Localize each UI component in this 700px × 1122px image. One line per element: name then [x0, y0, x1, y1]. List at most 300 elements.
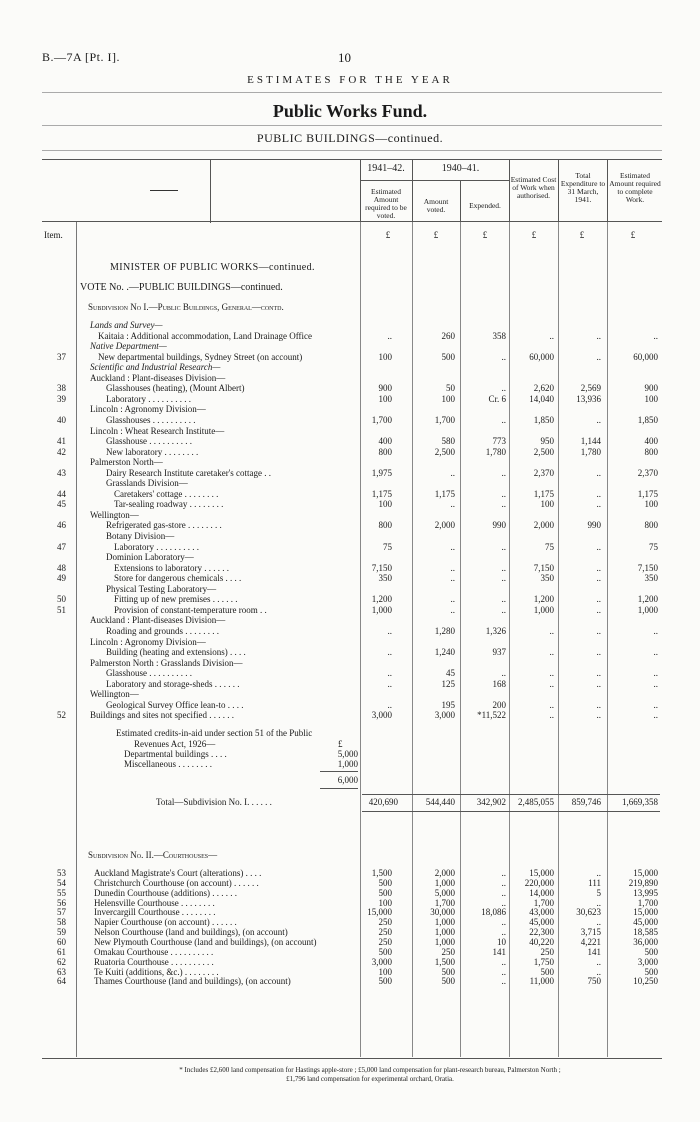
table-row	[0, 404, 700, 415]
row-label: Dunedin Courthouse (additions) . . . . . .	[94, 887, 237, 898]
cell-value: ..	[596, 699, 601, 710]
cell-value: ..	[596, 541, 601, 552]
row-label: Scientific and Industrial Research—	[90, 362, 221, 373]
row-label: Fitting up of new premises . . . . . .	[114, 594, 238, 605]
cell-value: 500	[378, 877, 392, 888]
cell-value: ..	[596, 594, 601, 605]
total-value: 342,902	[476, 797, 506, 807]
cell-value: 100	[378, 966, 392, 977]
item-number: 61	[57, 946, 66, 957]
row-label: Lincoln : Agronomy Division—	[90, 404, 206, 415]
cell-value: ..	[501, 868, 506, 878]
cell-value: ..	[549, 668, 554, 679]
cell-value: ..	[501, 414, 506, 425]
item-number: 64	[57, 976, 66, 987]
table-row	[0, 615, 700, 626]
cell-value: 1,780	[485, 446, 506, 457]
item-number: 40	[57, 414, 66, 425]
cell-value: 250	[378, 936, 392, 947]
table-row	[0, 584, 700, 595]
cell-value: 100	[378, 393, 392, 404]
fund-title: Public Works Fund.	[272, 101, 428, 121]
cell-value: 100	[540, 499, 554, 510]
pound-sign: £	[385, 230, 391, 240]
cell-value: 800	[378, 520, 392, 531]
cell-value: 1,500	[434, 956, 455, 967]
cell-value: 15,000	[633, 907, 658, 918]
cell-value: 937	[492, 647, 506, 658]
cell-value: 358	[492, 330, 506, 341]
row-label: Napier Courthouse (on account) . . . . . .	[94, 917, 237, 928]
cell-value: ..	[653, 699, 658, 710]
item-number: 49	[57, 573, 66, 584]
cell-value: 75	[649, 541, 658, 552]
row-label: Wellington—	[90, 689, 139, 700]
estimates-heading: ESTIMATES FOR THE YEAR	[247, 74, 453, 86]
cell-value: 1,700	[371, 414, 392, 425]
item-number: 52	[57, 710, 66, 721]
cell-value: 100	[441, 393, 455, 404]
cell-value: ..	[549, 647, 554, 658]
cell-value: 60,000	[529, 351, 554, 362]
cell-value: 219,890	[628, 877, 658, 888]
cell-value: 2,000	[533, 520, 554, 531]
cell-value: ..	[450, 467, 455, 478]
cell-value: ..	[596, 330, 601, 341]
cell-value: 13,936	[576, 393, 601, 404]
row-label: Lincoln : Agronomy Division—	[90, 636, 206, 647]
cell-value: 111	[588, 877, 601, 888]
cell-value: 350	[644, 573, 658, 584]
cell-value: ..	[596, 573, 601, 584]
cell-value: ..	[596, 562, 601, 573]
cell-value: 75	[545, 541, 554, 552]
total-rule	[362, 794, 660, 795]
row-label: Dominion Laboratory—	[106, 552, 194, 563]
cell-value: ..	[549, 625, 554, 636]
table-row	[0, 573, 700, 584]
cell-value: 950	[540, 436, 554, 447]
cell-value: 773	[492, 436, 506, 447]
cell-value: 14,000	[529, 887, 554, 898]
row-label: Glasshouses . . . . . . . . . .	[106, 414, 196, 425]
col-est-complete: Estimated Amount required to complete Work.	[609, 171, 661, 204]
table-row	[0, 594, 700, 605]
cell-value: 43,000	[529, 907, 554, 918]
item-number: 48	[57, 562, 66, 573]
cell-value: 1,850	[533, 414, 554, 425]
cell-value: 200	[492, 699, 506, 710]
row-label: Auckland : Plant-diseases Division—	[90, 615, 226, 626]
cell-value: 60,000	[633, 351, 658, 362]
cell-value: 2,500	[533, 446, 554, 457]
row-label: Native Department—	[90, 341, 167, 352]
cell-value: 750	[587, 976, 601, 987]
table-bottom-rule	[42, 1058, 662, 1059]
cell-value: 400	[378, 436, 392, 447]
cell-value: 1,280	[434, 625, 455, 636]
cell-value: 1,175	[434, 488, 455, 499]
cell-value: 500	[378, 887, 392, 898]
document-reference: B.—7A [Pt. I].	[42, 50, 121, 64]
table-row	[0, 658, 700, 669]
pound-sign: £	[433, 230, 439, 240]
cell-value: 45	[446, 668, 455, 679]
cell-value: 141	[492, 946, 506, 957]
col-est-required: Estimated Amount required to be voted.	[365, 187, 407, 220]
cell-value: 195	[441, 699, 455, 710]
cell-value: ..	[596, 956, 601, 967]
cell-value: 1,750	[533, 956, 554, 967]
row-label: Palmerston North—	[90, 457, 163, 468]
cell-value: 250	[540, 946, 554, 957]
cell-value: ..	[653, 330, 658, 341]
credits-departmental-value: 5,000	[337, 749, 358, 759]
row-label: Buildings and sites not specified . . . . . .	[90, 710, 234, 721]
cell-value: 990	[587, 520, 601, 531]
row-label: Store for dangerous chemicals . . . .	[114, 573, 242, 584]
row-label: Lands and Survey—	[90, 320, 163, 330]
table-row	[0, 605, 700, 616]
table-row	[0, 478, 700, 489]
row-label: New departmental buildings, Sydney Street (on account)	[98, 351, 303, 362]
table-row	[0, 563, 700, 574]
cell-value: ..	[501, 351, 506, 362]
item-number: 62	[57, 956, 66, 967]
cell-value: ..	[596, 897, 601, 908]
cell-value: ..	[387, 330, 392, 341]
table-row	[0, 320, 700, 331]
table-row	[0, 468, 700, 479]
item-number: 44	[57, 488, 66, 499]
total-value: 1,669,358	[622, 797, 658, 807]
cell-value: 15,000	[529, 868, 554, 878]
row-label: Roading and grounds . . . . . . . .	[106, 625, 219, 636]
col-est-cost: Estimated Cost of Work when authorised.	[510, 175, 557, 200]
cell-value: 4,221	[580, 936, 601, 947]
cell-value: 500	[644, 966, 658, 977]
table-row	[0, 341, 700, 352]
credits-misc-label: Miscellaneous . . . . . . . .	[124, 759, 212, 769]
item-number: 39	[57, 393, 66, 404]
table-row	[0, 700, 700, 711]
cell-value: 3,715	[580, 927, 601, 938]
cell-value: 250	[378, 917, 392, 928]
total-rule	[362, 811, 660, 812]
row-label: Laboratory . . . . . . . . . .	[106, 393, 191, 404]
row-label: Auckland : Plant-diseases Division—	[90, 372, 226, 383]
cell-value: ..	[450, 594, 455, 605]
row-label: Physical Testing Laboratory—	[106, 583, 217, 594]
row-label: Tar-sealing roadway . . . . . . . .	[114, 499, 224, 510]
cell-value: 45,000	[529, 917, 554, 928]
cell-value: 500	[644, 946, 658, 957]
item-number: 58	[57, 917, 66, 928]
year-1941-42: 1941–42.	[367, 163, 405, 174]
cell-value: 11,000	[529, 976, 554, 987]
cell-value: ..	[596, 868, 601, 878]
footnote-line-2: £1,796 land compensation for experimental orchard, Oratia.	[286, 1075, 454, 1083]
col-expended: Expended.	[469, 201, 501, 210]
cell-value: 7,150	[533, 562, 554, 573]
credits-intro-act: Revenues Act, 1926—	[134, 739, 216, 749]
cell-value: 500	[540, 966, 554, 977]
cell-value: 1,000	[434, 877, 455, 888]
cell-value: ..	[596, 499, 601, 510]
cell-value: ..	[596, 604, 601, 615]
row-label: Omakau Courthouse . . . . . . . . . .	[94, 946, 214, 957]
item-number: 63	[57, 966, 66, 977]
cell-value: 1,850	[637, 414, 658, 425]
cell-value: 22,300	[529, 927, 554, 938]
table-row	[0, 542, 700, 553]
cell-value: ..	[596, 710, 601, 721]
cell-value: ..	[501, 562, 506, 573]
cell-value: ..	[501, 573, 506, 584]
cell-value: 1,500	[371, 868, 392, 878]
table-row	[0, 426, 700, 437]
cell-value: 1,175	[637, 488, 658, 499]
cell-value: 2,000	[434, 868, 455, 878]
cell-value: 3,000	[637, 956, 658, 967]
cell-value: ..	[653, 678, 658, 689]
cell-value: 3,000	[434, 710, 455, 721]
cell-value: ..	[596, 467, 601, 478]
cell-value: ..	[549, 699, 554, 710]
credits-pound: £	[338, 739, 343, 749]
cell-value: ..	[501, 956, 506, 967]
cell-value: 220,000	[524, 877, 554, 888]
cell-value: 1,975	[371, 467, 392, 478]
cell-value: 1,200	[533, 594, 554, 605]
table-row	[0, 383, 700, 394]
cell-value: ..	[653, 710, 658, 721]
cell-value: ..	[387, 678, 392, 689]
cell-value: 100	[378, 351, 392, 362]
credits-rule	[320, 771, 358, 772]
cell-value: 800	[644, 446, 658, 457]
cell-value: 350	[378, 573, 392, 584]
cell-value: 50	[446, 383, 455, 394]
cell-value: ..	[549, 710, 554, 721]
cell-value: 500	[378, 976, 392, 987]
item-number: 56	[57, 897, 66, 908]
row-label: Kaitaia : Additional accommodation, Land Drainage Office	[98, 330, 313, 341]
total-subdivision-1	[0, 797, 700, 808]
cell-value: 1,175	[533, 488, 554, 499]
table-row	[0, 668, 700, 679]
table-row	[0, 499, 700, 510]
item-number: 43	[57, 467, 66, 478]
row-label: Glasshouses (heating), (Mount Albert)	[106, 383, 245, 394]
cell-value: 1,144	[580, 436, 601, 447]
table-row	[0, 520, 700, 531]
cell-value: 2,500	[434, 446, 455, 457]
item-number: 41	[57, 436, 66, 447]
cell-value: 3,000	[371, 956, 392, 967]
total-value: 859,746	[571, 797, 601, 807]
cell-value: 990	[492, 520, 506, 531]
cell-value: 7,150	[637, 562, 658, 573]
row-label: Christchurch Courthouse (on account) . . . . . .	[94, 877, 259, 888]
cell-value: ..	[450, 573, 455, 584]
cell-value: 100	[378, 897, 392, 908]
cell-value: 1,000	[434, 936, 455, 947]
cell-value: 1,000	[533, 604, 554, 615]
cell-value: 3,000	[371, 710, 392, 721]
cell-value: 500	[441, 966, 455, 977]
row-label: Laboratory and storage-sheds . . . . . .	[106, 678, 240, 689]
cell-value: ..	[501, 897, 506, 908]
cell-value: ..	[501, 917, 506, 928]
cell-value: 1,175	[371, 488, 392, 499]
item-number: 38	[57, 383, 66, 394]
cell-value: 100	[644, 393, 658, 404]
pound-sign: £	[531, 230, 537, 240]
column-divider	[460, 180, 461, 223]
cell-value: 2,620	[533, 383, 554, 394]
cell-value: 1,780	[580, 446, 601, 457]
pound-sign: £	[630, 230, 636, 240]
cell-value: ..	[501, 594, 506, 605]
table-row	[0, 976, 700, 987]
cell-value: ..	[596, 625, 601, 636]
page-number: 10	[338, 50, 351, 65]
row-label: Wellington—	[90, 509, 139, 520]
cell-value: 1,700	[637, 897, 658, 908]
item-number: 59	[57, 927, 66, 938]
row-label: Glasshouse . . . . . . . . . .	[106, 668, 192, 679]
table-row	[0, 679, 700, 690]
item-column-header: Item.	[44, 230, 63, 240]
cell-value: ..	[596, 966, 601, 977]
cell-value: ..	[501, 467, 506, 478]
credits-intro: Estimated credits-in-aid under section 51 of the Public	[116, 728, 313, 738]
cell-value: 100	[378, 499, 392, 510]
cell-value: ..	[501, 604, 506, 615]
column-divider	[558, 160, 559, 223]
cell-value: 1,000	[371, 604, 392, 615]
cell-value: 800	[378, 446, 392, 457]
table-row	[0, 531, 700, 542]
col-total-expenditure: Total Expenditure to 31 March, 1941.	[560, 171, 606, 204]
fund-rule	[42, 125, 662, 126]
cell-value: 18,086	[481, 907, 506, 918]
cell-value: ..	[596, 647, 601, 658]
year-1940-41: 1940–41.	[441, 163, 480, 174]
pound-sign: £	[482, 230, 488, 240]
cell-value: 7,150	[371, 562, 392, 573]
cell-value: ..	[596, 668, 601, 679]
total-value: 2,485,055	[518, 797, 554, 807]
cell-value: 2,000	[434, 520, 455, 531]
cell-value: ..	[549, 678, 554, 689]
item-number: 60	[57, 936, 66, 947]
cell-value: 1,700	[434, 897, 455, 908]
cell-value: ..	[501, 887, 506, 898]
table-row	[0, 626, 700, 637]
cell-value: ..	[450, 499, 455, 510]
item-number: 57	[57, 907, 66, 918]
cell-value: ..	[501, 927, 506, 938]
table-row	[0, 637, 700, 648]
item-number: 54	[57, 877, 66, 888]
cell-value: 350	[540, 573, 554, 584]
table-row	[0, 415, 700, 426]
credits-total: 6,000	[337, 775, 358, 785]
row-label: Refrigerated gas-store . . . . . . . .	[106, 520, 222, 531]
cell-value: 250	[378, 927, 392, 938]
cell-value: 30,000	[430, 907, 455, 918]
cell-value: 260	[441, 330, 455, 341]
row-label: Ruatoria Courthouse . . . . . . . . . .	[94, 956, 214, 967]
cell-value: 15,000	[367, 907, 392, 918]
cell-value: ..	[501, 877, 506, 888]
row-label: Nelson Courthouse (land and buildings), (on account)	[94, 927, 288, 938]
item-number: 37	[57, 351, 66, 362]
table-row	[0, 489, 700, 500]
cell-value: ..	[387, 699, 392, 710]
column-divider	[607, 160, 608, 223]
subdivision-2-heading: Subdivision No. II.—Courthouses—	[88, 850, 218, 860]
cell-value: ..	[501, 488, 506, 499]
cell-value: 5,000	[434, 887, 455, 898]
table-row	[0, 394, 700, 405]
cell-value: 1,326	[485, 625, 506, 636]
section-rule	[42, 150, 662, 151]
table-row	[0, 436, 700, 447]
cell-value: 141	[587, 946, 601, 957]
cell-value: ..	[653, 625, 658, 636]
footnote	[90, 1066, 650, 1084]
cell-value: 1,700	[434, 414, 455, 425]
header-dash	[150, 190, 178, 191]
row-label: Grasslands Division—	[106, 478, 188, 489]
cell-value: 18,585	[633, 927, 658, 938]
ministry-heading: MINISTER OF PUBLIC WORKS—continued.	[110, 262, 315, 273]
cell-value: ..	[501, 976, 506, 987]
credits-rule	[320, 788, 358, 789]
total-value: 544,440	[425, 797, 455, 807]
cell-value: 36,000	[633, 936, 658, 947]
row-label: Lincoln : Wheat Research Institute—	[90, 425, 225, 436]
row-label: Thames Courthouse (land and buildings), (on account)	[94, 976, 291, 987]
cell-value: 15,000	[633, 868, 658, 878]
vote-heading: VOTE No. .—PUBLIC BUILDINGS—continued.	[80, 282, 283, 293]
cell-value: 2,370	[533, 467, 554, 478]
cell-value: 400	[644, 436, 658, 447]
item-number: 47	[57, 541, 66, 552]
cell-value: ..	[501, 383, 506, 394]
column-divider	[210, 160, 211, 223]
cell-value: 5	[596, 887, 601, 898]
row-label: New laboratory . . . . . . . .	[106, 446, 199, 457]
cell-value: 2,569	[580, 383, 601, 394]
table-row	[0, 689, 700, 700]
cell-value: ..	[653, 668, 658, 679]
cell-value: 900	[644, 383, 658, 394]
cell-value: 1,000	[637, 604, 658, 615]
section-title: PUBLIC BUILDINGS—continued.	[256, 131, 444, 145]
cell-value: ..	[387, 647, 392, 658]
cell-value: Cr. 6	[488, 393, 506, 404]
cell-value: 2,370	[637, 467, 658, 478]
cell-value: *11,522	[477, 710, 506, 721]
cell-value: 125	[441, 678, 455, 689]
row-label: Helensville Courthouse . . . . . . . .	[94, 897, 215, 908]
pound-sign: £	[579, 230, 585, 240]
header-rule	[42, 92, 662, 93]
